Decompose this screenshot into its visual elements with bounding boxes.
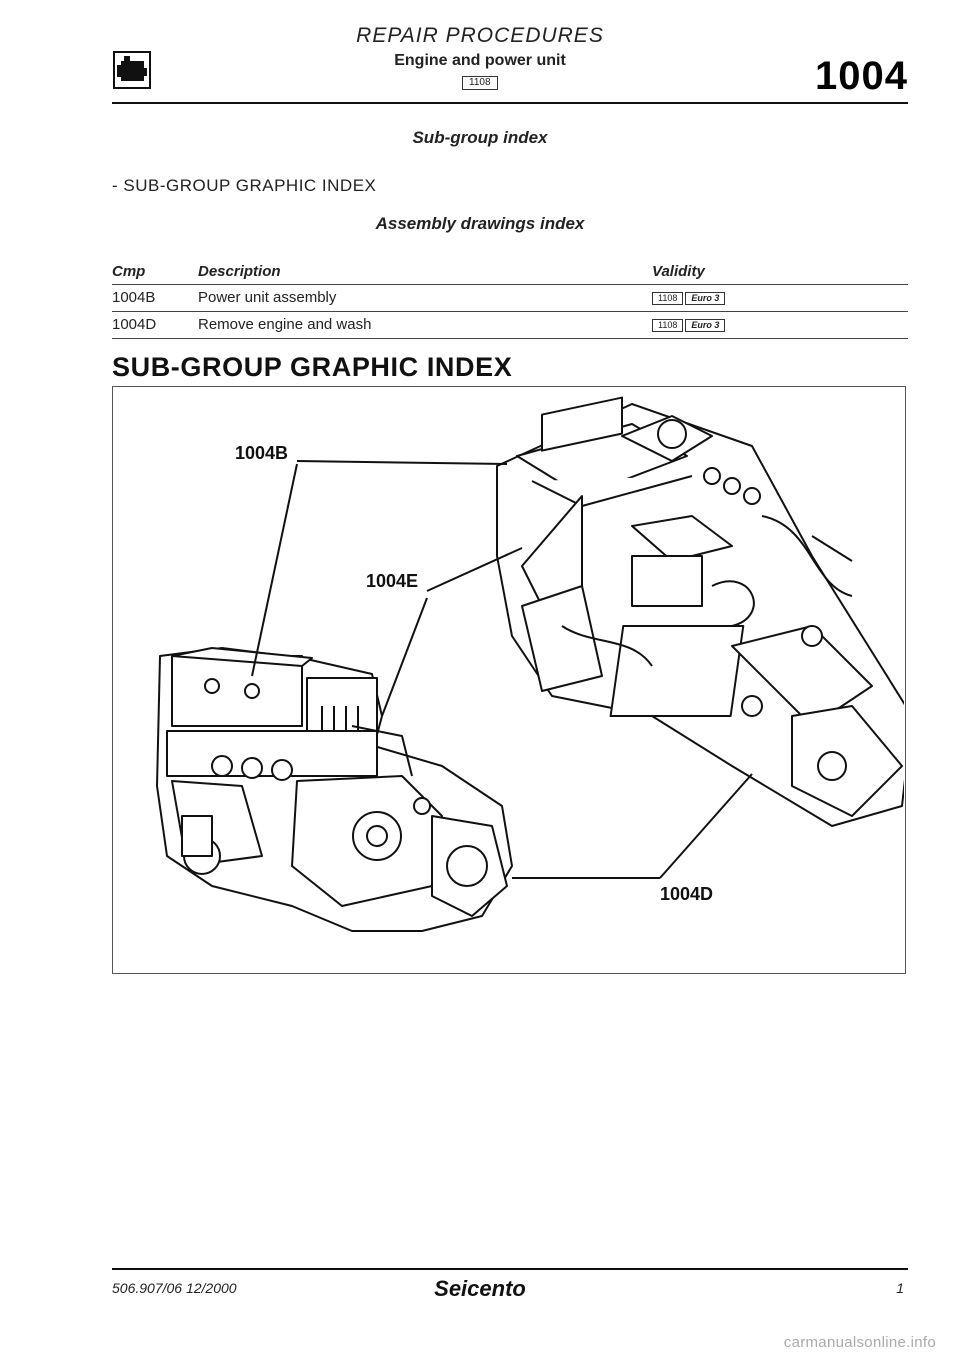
engine-illustration-right <box>497 398 904 826</box>
sub-group-index-title: Sub-group index <box>412 128 548 147</box>
watermark: carmanualsonline.info <box>783 1334 936 1351</box>
leader-line-1004b <box>252 464 297 676</box>
group-code: 1004 <box>815 54 908 98</box>
cell-description: Remove engine and wash <box>198 316 372 333</box>
figure-ref-1004e: 1004E <box>366 571 419 591</box>
col-header-description: Description <box>198 263 281 280</box>
col-header-validity: Validity <box>652 263 705 280</box>
validity-badge: Euro 3 <box>685 292 725 305</box>
engine-assembly-drawing <box>112 386 904 972</box>
table-row <box>112 285 908 312</box>
table-row <box>112 312 908 339</box>
cell-validity <box>652 285 727 311</box>
assembly-table <box>112 262 908 339</box>
cell-cmp: 1004B <box>112 289 156 306</box>
header-rule <box>112 102 908 104</box>
assembly-drawings-title: Assembly drawings index <box>375 214 585 233</box>
table-header-row <box>112 262 908 285</box>
validity-badge: 1108 <box>652 292 683 305</box>
engine-illustration-left <box>157 648 512 931</box>
leader-line-1004b <box>297 461 507 464</box>
page-number: 1 <box>896 1280 904 1296</box>
validity-badge: Euro 3 <box>685 319 725 332</box>
figure-ref-1004d: 1004D <box>660 884 714 904</box>
sub-group-graphic-index-label: - SUB-GROUP GRAPHIC INDEX <box>112 176 377 195</box>
leader-line-1004e <box>382 598 427 716</box>
section-subtitle: Engine and power unit <box>394 52 566 69</box>
cell-validity <box>652 312 727 338</box>
model-name: Seicento <box>434 1276 526 1301</box>
validity-badge: 1108 <box>652 319 683 332</box>
leader-line-1004d <box>660 774 752 878</box>
document-number: 506.907/06 12/2000 <box>112 1280 237 1296</box>
footer-rule <box>112 1268 908 1270</box>
figure-ref-1004b: 1004B <box>235 443 289 463</box>
col-header-cmp: Cmp <box>112 263 146 280</box>
cell-description: Power unit assembly <box>198 289 337 306</box>
graphic-index-heading: SUB-GROUP GRAPHIC INDEX <box>112 352 513 382</box>
section-title: REPAIR PROCEDURES <box>356 24 604 47</box>
model-badge: 1108 <box>462 76 498 90</box>
cell-cmp: 1004D <box>112 316 157 333</box>
